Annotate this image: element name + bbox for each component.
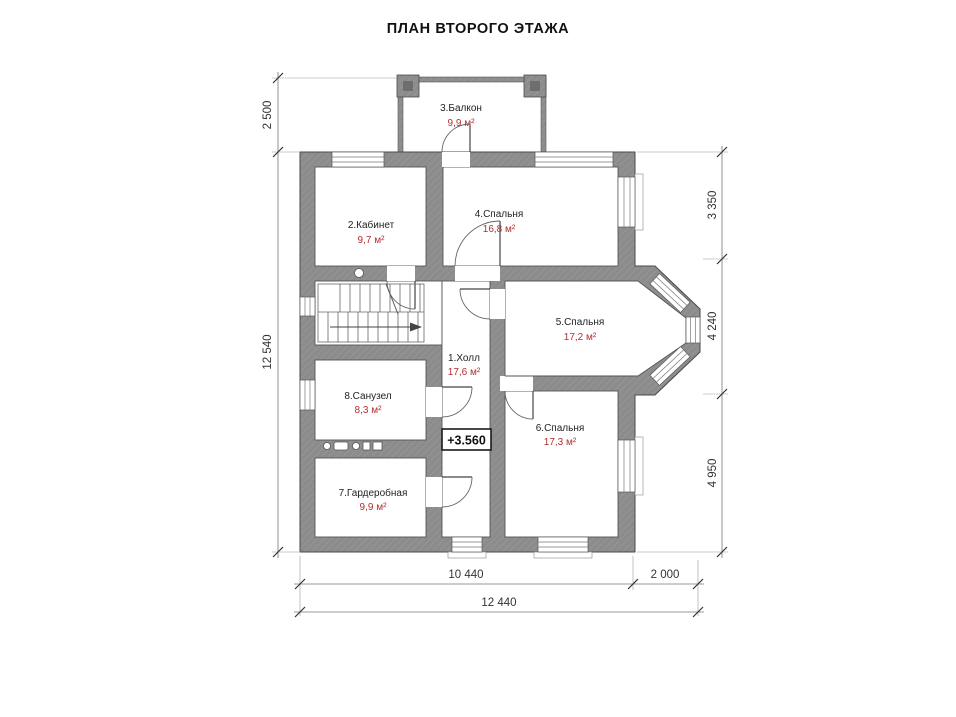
room-area-bedroom5: 17,2 м² [563,332,597,343]
hall-corridor-floor [442,281,490,537]
dimension-bottom [294,556,704,617]
balcony-post-core [403,81,413,91]
room-area-wardrobe: 9,9 м² [359,502,387,513]
room-area-balcony: 9,9 м² [447,118,475,129]
room-bedroom6-floor [505,391,618,537]
dim-bottom-main: 10 440 [448,569,484,581]
page-title: ПЛАН ВТОРОГО ЭТАЖА [386,21,570,37]
window [618,174,643,230]
room-bedroom4-floor [443,167,618,266]
room-name-cabinet: 2.Кабинет [347,220,395,231]
room-area-bedroom6: 17,3 м² [543,437,577,448]
room-name-balcony: 3.Балкон [440,103,482,114]
balcony-door [442,124,470,167]
dim-right-segment-2: 4 240 [707,311,719,341]
window [534,537,592,558]
window [535,152,613,167]
window [618,437,643,495]
window [300,297,315,316]
window [300,380,315,410]
wall-column-mark [355,269,364,278]
level-mark-value: +3.560 [447,433,486,448]
room-area-bedroom4: 16,8 м² [482,224,516,235]
room-name-wardrobe: 7.Гардеробная [338,488,408,499]
dim-right-segment-3: 4 950 [707,458,719,488]
window [448,537,486,558]
room-area-bathroom: 8,3 м² [354,405,382,416]
room-name-bedroom6: 6.Спальня [535,423,585,434]
room-name-bathroom: 8.Санузел [344,391,392,402]
room-area-cabinet: 9,7 м² [357,235,385,246]
balcony-post-core [530,81,540,91]
room-name-hall: 1.Холл [448,353,480,364]
dim-house-height: 12 540 [262,334,274,370]
level-mark [442,429,491,450]
room-name-bedroom4: 4.Спальня [474,209,524,220]
stair-area-floor [315,281,442,345]
dim-bottom-total: 12 440 [481,597,517,609]
window [332,152,384,167]
room-cabinet-floor [315,167,426,266]
dim-right-segment-1: 3 350 [707,190,719,220]
room-area-hall: 17,6 м² [447,367,481,378]
dim-bottom-bay: 2 000 [650,569,680,581]
dim-balcony-depth: 2 500 [262,100,274,130]
window-bay-middle [686,317,700,343]
room-name-bedroom5: 5.Спальня [555,317,605,328]
